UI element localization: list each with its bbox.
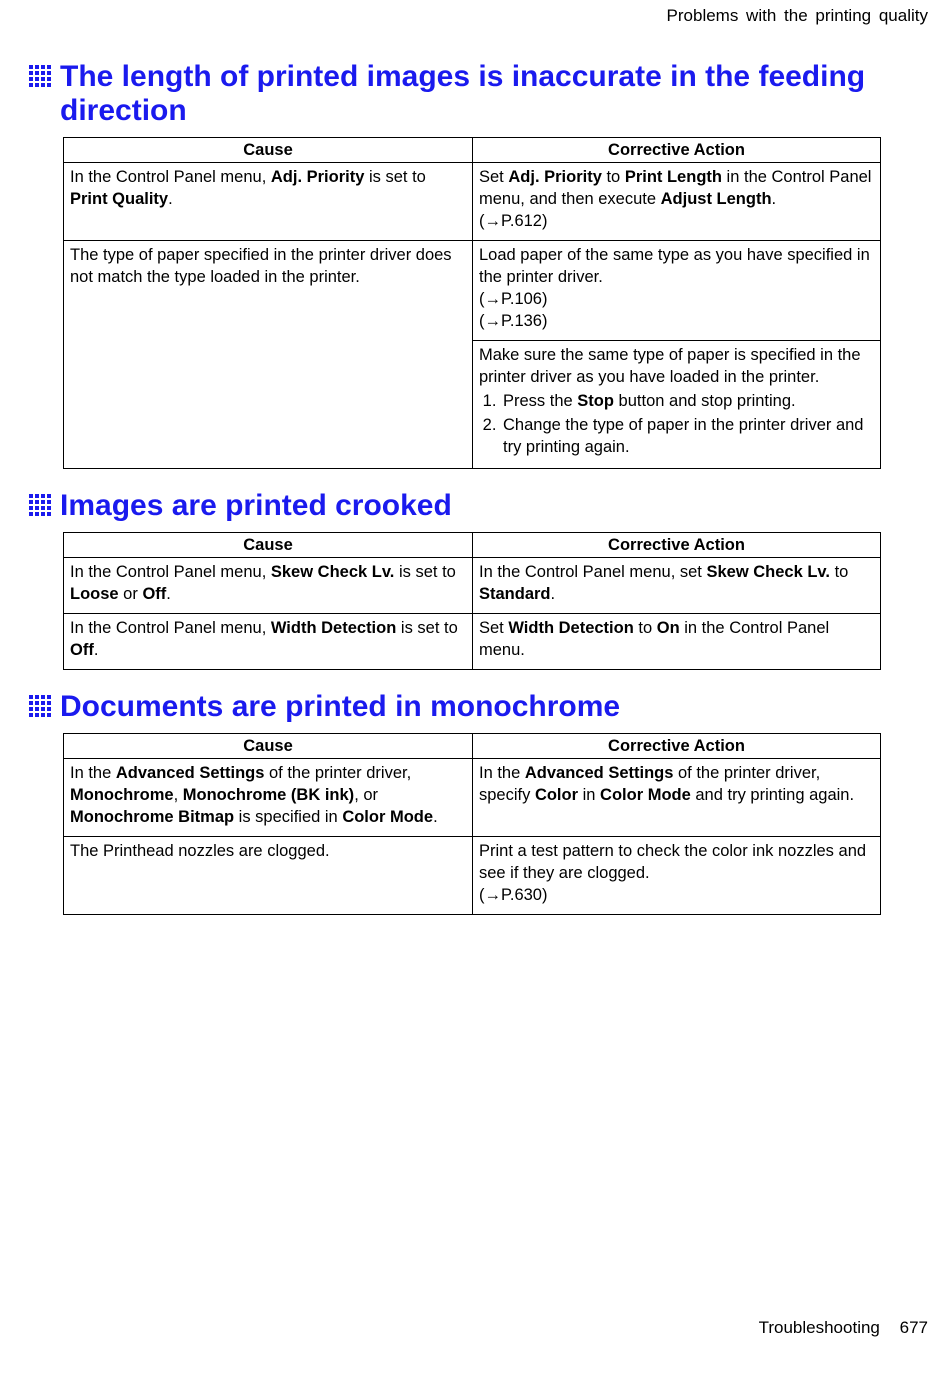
column-header-corrective-action: Corrective Action [473, 533, 881, 558]
action-text: Print a test pattern to check the color ink nozzles and see if they are clogged. [479, 842, 867, 882]
action-text: Load paper of the same type as you have specified in the printer driver. [479, 246, 870, 286]
action-cell [473, 341, 881, 469]
running-header: Problems with the printing quality [666, 6, 928, 25]
column-header-corrective-action: Corrective Action [473, 138, 881, 163]
step-list [479, 390, 874, 458]
page-reference-link[interactable]: (→P.612) [479, 212, 548, 230]
footer-chapter: Troubleshooting [758, 1318, 880, 1337]
table-row [64, 837, 881, 915]
table-row [64, 759, 881, 837]
action-text: Make sure the same type of paper is specified in the printer driver as you have loaded in the printer. [479, 346, 861, 386]
cause-cell: In the Control Panel menu, Skew Check Lv. is set to Loose or Off. [64, 558, 473, 614]
table-crooked [63, 532, 881, 670]
action-text: In the Advanced Settings of the printer driver, specify Color in Color Mode and try printing again. [479, 764, 855, 804]
section-grid-icon [28, 493, 54, 519]
section-title-crooked [28, 489, 452, 523]
page-reference-link[interactable]: (→P.630) [479, 886, 548, 904]
action-cell [473, 614, 881, 670]
column-header-cause: Cause [64, 533, 473, 558]
cause-cell: The type of paper specified in the printer driver does not match the type loaded in the printer. [64, 241, 473, 469]
section-title-length [28, 60, 900, 128]
step-item: 1. Press the Stop button and stop printing. [501, 390, 874, 412]
action-text: In the Control Panel menu, set Skew Check Lv. to Standard. [479, 563, 849, 603]
section-title-monochrome [28, 690, 620, 724]
section-title-text: The length of printed images is inaccurate in the feeding direction [60, 60, 866, 127]
table-row [64, 241, 881, 341]
step-item: 2. Change the type of paper in the printer driver and try printing again. [501, 414, 874, 458]
page-reference-link[interactable]: (→P.136) [479, 312, 548, 330]
action-text: Set Adj. Priority to Print Length in the Control Panel menu, and then execute Adjust Length. [479, 168, 872, 208]
footer-page-number: 677 [899, 1318, 928, 1337]
cause-cell: In the Control Panel menu, Width Detection is set to Off. [64, 614, 473, 670]
column-header-cause: Cause [64, 734, 473, 759]
page-footer [759, 1318, 928, 1338]
section-title-text: Documents are printed in monochrome [60, 690, 621, 723]
page-reference-link[interactable]: (→P.106) [479, 290, 548, 308]
cause-cell: In the Control Panel menu, Adj. Priority is set to Print Quality. [64, 163, 473, 241]
action-cell [473, 241, 881, 341]
action-cell [473, 759, 881, 837]
table-row [64, 558, 881, 614]
cause-cell: The Printhead nozzles are clogged. [64, 837, 473, 915]
action-cell [473, 837, 881, 915]
action-text: Set Width Detection to On in the Control Panel menu. [479, 619, 830, 659]
section-grid-icon [28, 694, 54, 720]
column-header-cause: Cause [64, 138, 473, 163]
action-cell [473, 163, 881, 241]
action-cell [473, 558, 881, 614]
table-monochrome [63, 733, 881, 915]
column-header-corrective-action: Corrective Action [473, 734, 881, 759]
section-grid-icon [28, 64, 54, 90]
table-row [64, 614, 881, 670]
table-row [64, 163, 881, 241]
table-length [63, 137, 881, 469]
section-title-text: Images are printed crooked [60, 489, 452, 522]
cause-cell: In the Advanced Settings of the printer driver, Monochrome, Monochrome (BK ink), or Monochrome Bitmap is specified in Color Mode. [64, 759, 473, 837]
